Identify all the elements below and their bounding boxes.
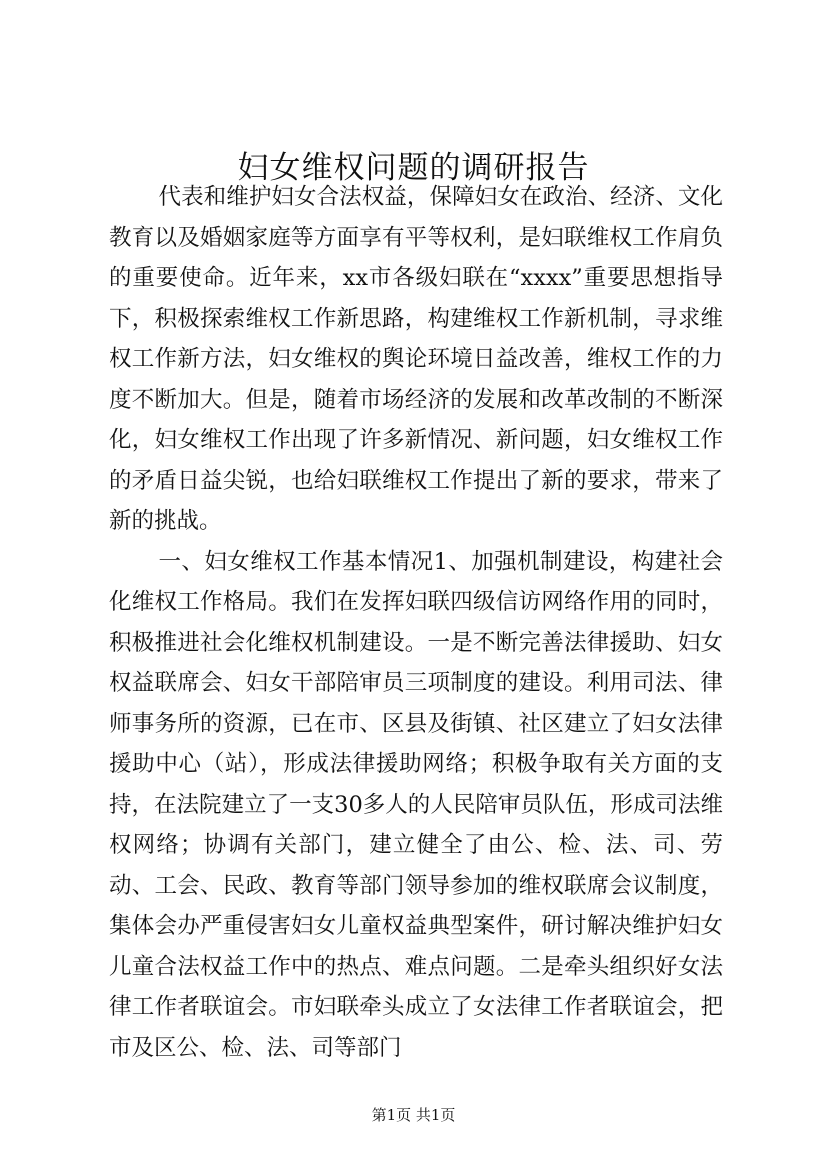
paragraph-intro: 代表和维护妇女合法权益，保障妇女在政治、经济、文化教育以及婚姻家庭等方面享有平等权利，是妇联维权工作肩负的重要使命。近年来，xx市各级妇联在“xxxx”重要思想指导下，积极探索维权工作新思路，构建维权工作新机制，寻求维权工作新方法，妇女维权的舆论环境日益改善，维权工作的力度不断加大。但是，随着市场经济的发展和改革改制的不断深化，妇女维权工作出现了许多新情况、新问题，妇女维权工作的矛盾日益尖锐，也给妇联维权工作提出了新的要求，带来了新的挑战。 (109, 184, 723, 534)
paragraph-section-one: 一、妇女维权工作基本情况1、加强机制建设，构建社会化维权工作格局。我们在发挥妇联四级信访网络作用的同时，积极推进社会化维权机制建设。一是不断完善法律援助、妇女权益联席会、妇女干部陪审员三项制度的建设。利用司法、律师事务所的资源，已在市、区县及街镇、社区建立了妇女法律援助中心（站），形成法律援助网络；积极争取有关方面的支持，在法院建立了一支30多人的人民陪审员队伍，形成司法维权网络；协调有关部门，建立健全了由公、检、法、司、劳动、工会、民政、教育等部门领导参加的维权联席会议制度，集体会办严重侵害妇女儿童权益典型案件，研讨解决维护妇女儿童合法权益工作中的热点、难点问题。二是牵头组织好女法律工作者联谊会。市妇联牵头成立了女法律工作者联谊会，把市及区公、检、法、司等部门 (109, 548, 723, 1061)
document-title: 妇女维权问题的调研报告 (237, 150, 590, 186)
page-footer: 第1页 共1页 (371, 1106, 456, 1124)
document-body (109, 177, 723, 1068)
